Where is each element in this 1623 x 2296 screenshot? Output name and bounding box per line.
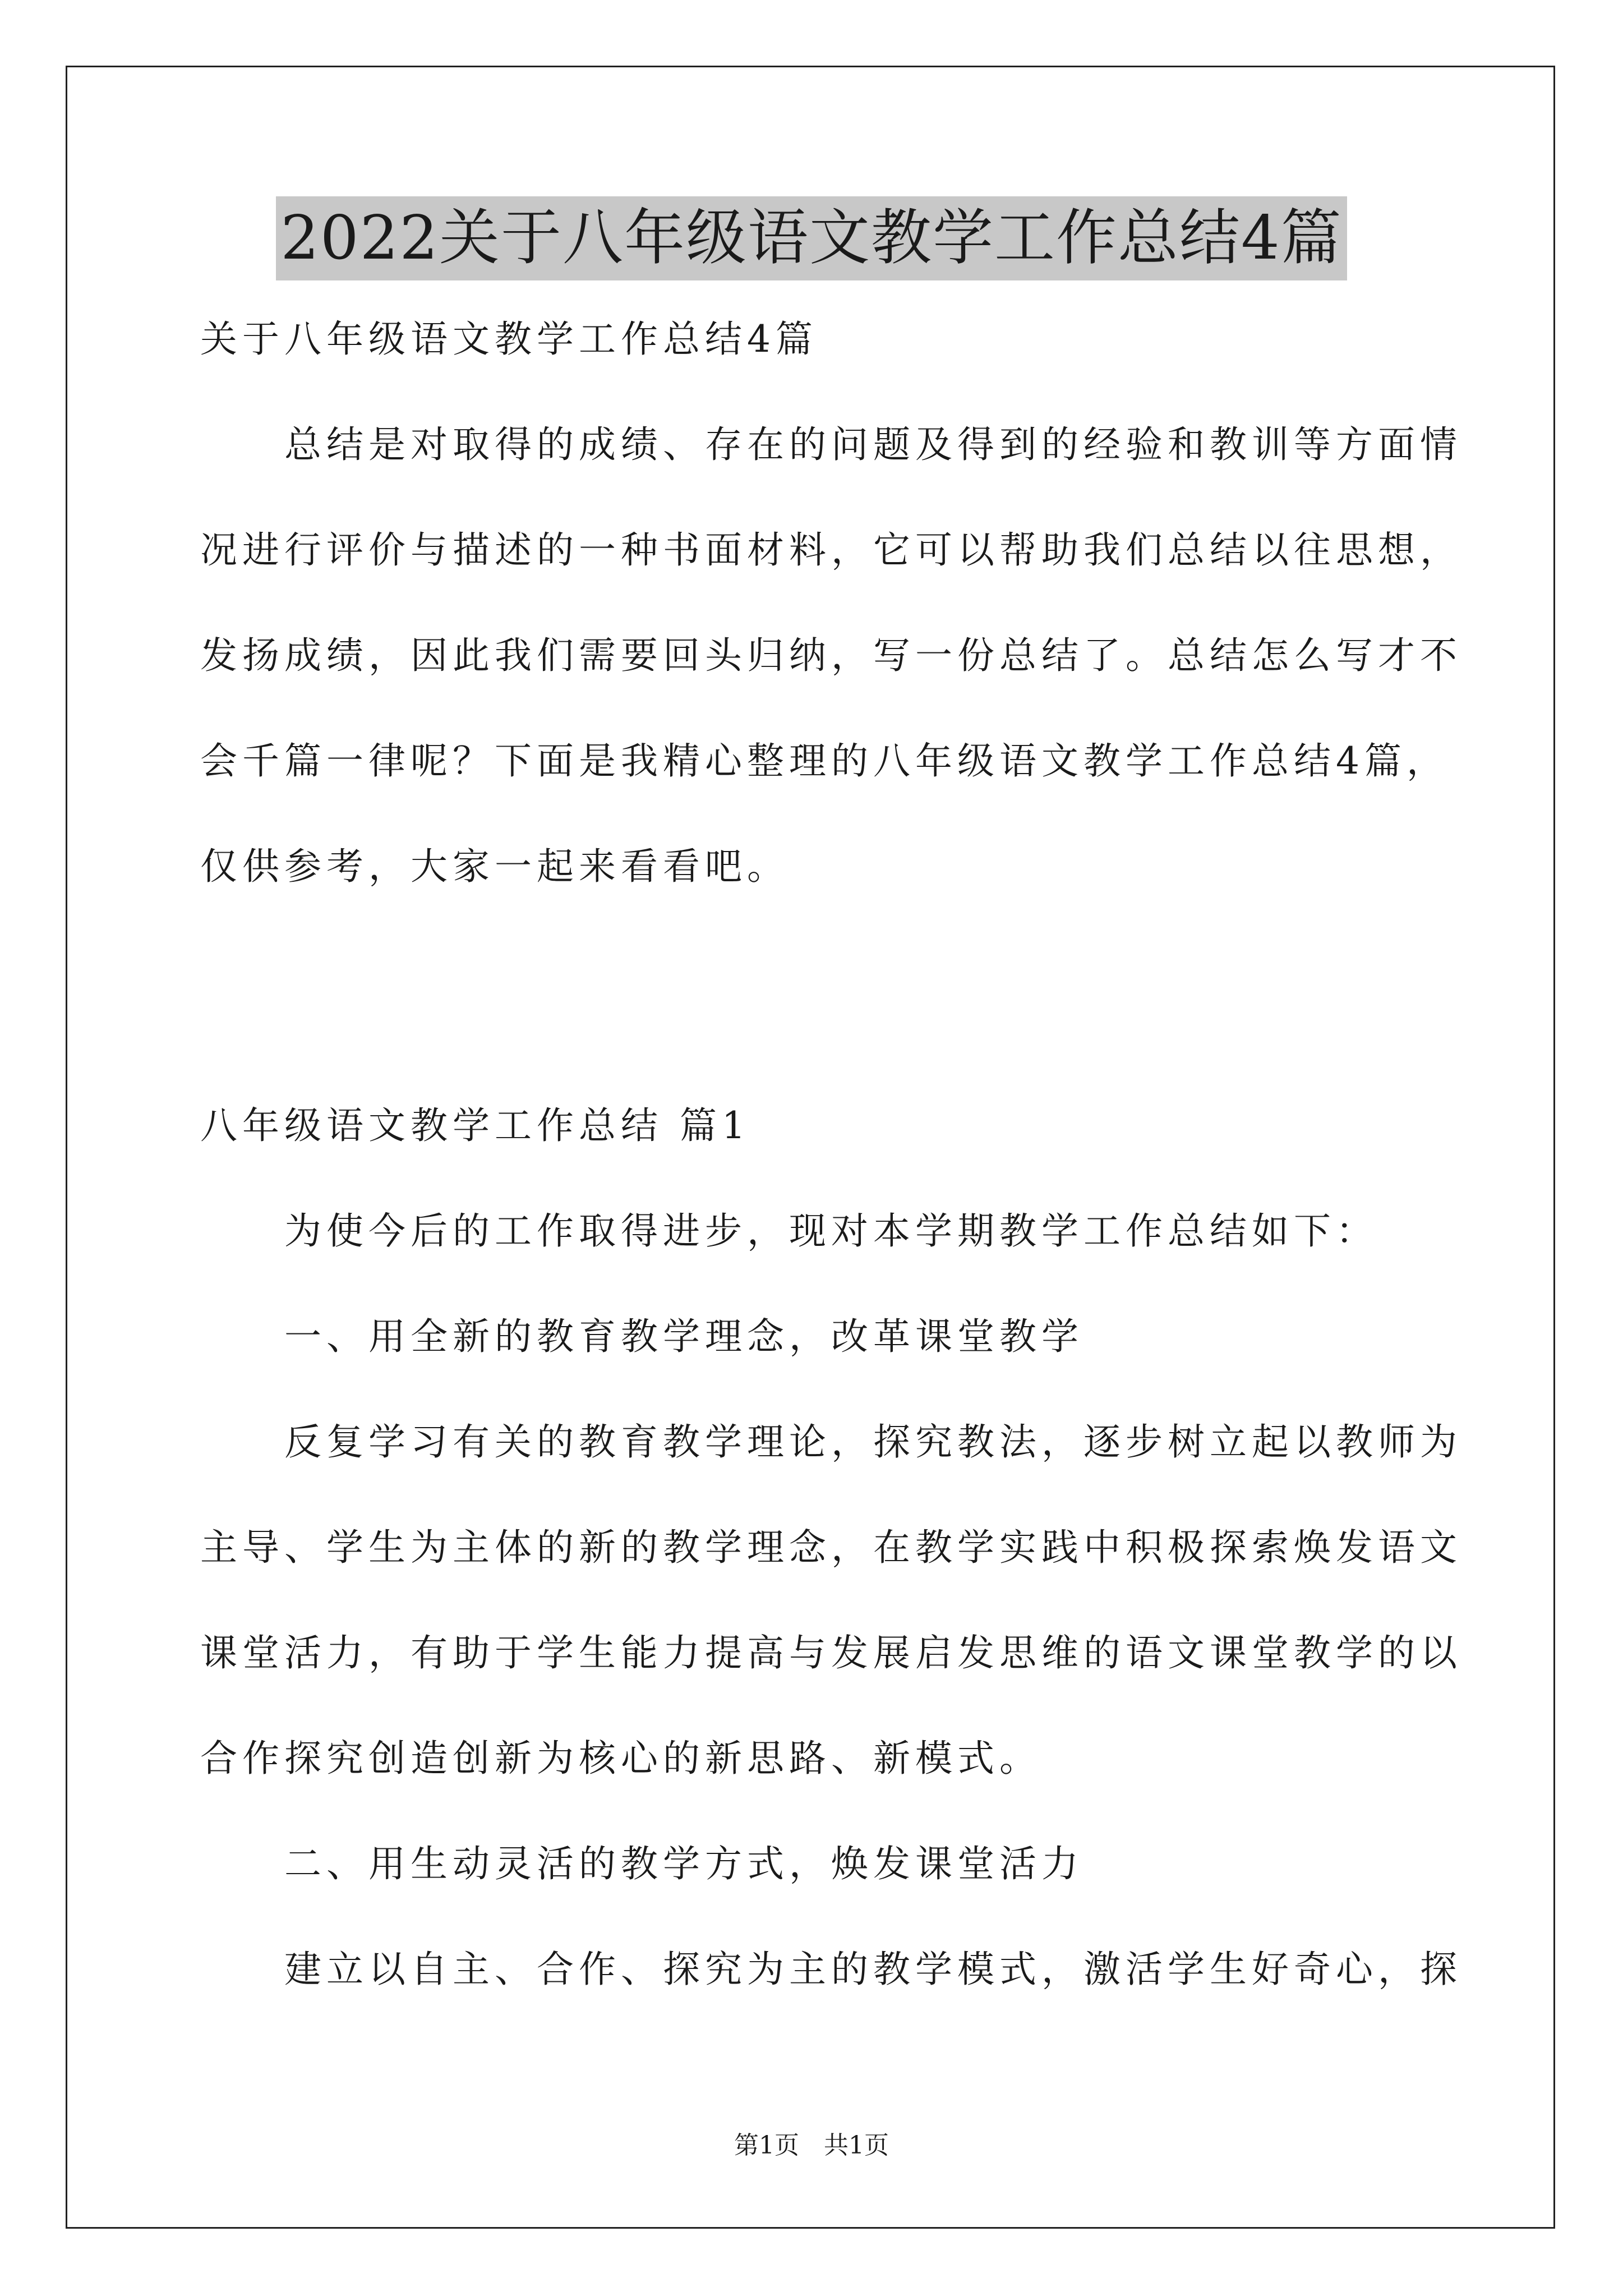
document-title: 2022关于八年级语文教学工作总结4篇 bbox=[276, 196, 1347, 280]
text-line: 课堂活力，有助于学生能力提高与发展启发思维的语文课堂教学的以 bbox=[200, 1631, 1462, 1674]
page-footer: 第1页 共1页 bbox=[734, 2131, 889, 2160]
text-line: 主导、学生为主体的新的教学理念，在教学实践中积极探索焕发语文 bbox=[200, 1526, 1462, 1569]
text-line: 况进行评价与描述的一种书面材料，它可以帮助我们总结以往思想， bbox=[200, 528, 1462, 572]
text-line: 为使今后的工作取得进步，现对本学期教学工作总结如下： bbox=[200, 1209, 1378, 1253]
title-container bbox=[0, 196, 1623, 280]
text-line: 二、用生动灵活的教学方式，焕发课堂活力 bbox=[200, 1842, 1083, 1885]
text-line: 总结是对取得的成绩、存在的问题及得到的经验和教训等方面情 bbox=[200, 423, 1462, 466]
text-line: 合作探究创造创新为核心的新思路、新模式。 bbox=[200, 1737, 1041, 1780]
text-line: 关于八年级语文教学工作总结4篇 bbox=[200, 318, 818, 361]
text-line: 一、用全新的教育教学理念，改革课堂教学 bbox=[200, 1315, 1083, 1358]
text-line: 会千篇一律呢？下面是我精心整理的八年级语文教学工作总结4篇， bbox=[200, 739, 1449, 783]
page-border bbox=[66, 66, 1555, 2229]
text-line: 仅供参考，大家一起来看看吧。 bbox=[200, 845, 789, 888]
text-line: 发扬成绩，因此我们需要回头归纳，写一份总结了。总结怎么写才不 bbox=[200, 634, 1462, 677]
text-line: 建立以自主、合作、探究为主的教学模式，激活学生好奇心，探 bbox=[200, 1948, 1462, 1991]
text-line: 反复学习有关的教育教学理论，探究教法，逐步树立起以教师为 bbox=[200, 1420, 1462, 1464]
text-line: 八年级语文教学工作总结 篇1 bbox=[200, 1104, 750, 1147]
